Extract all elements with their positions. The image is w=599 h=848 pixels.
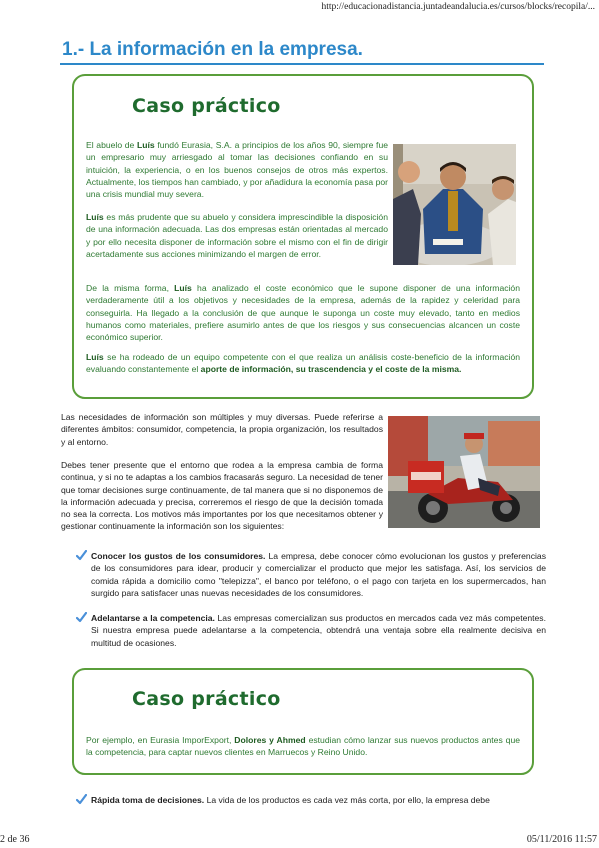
list-item-text: Adelantarse a la competencia. Las empresas comercializan sus productos en mercados cada vez más competentes. Si nuestra empresa puede adelantarse a la competencia, obtendrá una ventaja sobre ella realmente decisiva en multitud de ocasiones. [91,613,546,648]
page-url: http://educacionadistancia.juntadeandalucia.es/cursos/blocks/recopila/... [321,2,595,12]
check-icon [76,550,87,561]
caso1-paragraph-1: El abuelo de Luís fundó Eurasia, S.A. a principios de los años 90, siempre fue un empresario muy arriesgado al tomar las decisiones confiando en su intuición, la experiencia, o en los buenos consejos de otros más expertos. Actualmente, los tiempos han cambiado, y por añadidura la economía pasa por una crisis mundial muy severa. [86,140,388,200]
delivery-scooter-photo [388,416,540,528]
list-item [76,550,546,599]
print-date: 05/11/2016 11:57 [526,834,597,845]
check-icon [76,794,87,805]
caso-practico-box [72,668,534,775]
business-meeting-photo [393,144,516,265]
list-item-text: Rápida toma de decisiones. La vida de los productos es cada vez más corta, por ello, la empresa debe [91,795,490,805]
body-paragraph-2: Debes tener presente que el entorno que rodea a la empresa cambia de forma continua, y si no te adaptas a los cambios fracasarás seguro. La necesidad de tener que tomar decisiones surge continuamente, de tal manera que si no disponemos de la información adecuada y precisa, correremos el riesgo de que la decisión tomada no sea la correcta. Los motivos más importantes por los que necesitamos obtener y gestionar continuamente la información son los siguientes: [61,460,383,532]
list-item [76,794,546,806]
caso-practico-heading: Caso práctico [132,95,281,117]
caso1-paragraph-4: Luís se ha rodeado de un equipo competente con el que realiza un análisis coste-beneficio de la información evaluando constantemente el aporte de información, su trascendencia y el coste de la misma. [86,352,520,375]
list-item [76,612,546,649]
list-item-text: Conocer los gustos de los consumidores. La empresa, debe conocer cómo evolucionan los gustos y preferencias de los consumidores para idear, producir y comercializar el producto que mejor les satisfaga. Así, los servicios de comida rápida a domicilio como "telepizza", el banco por teléfono, o el pago con tarjeta en los supermercados, han surgido para satisfacer unas nuevas necesidades de los consumidores. [91,551,546,598]
page-number: 2 de 36 [0,834,30,845]
caso-practico-heading: Caso práctico [132,688,281,710]
body-paragraph-1: Las necesidades de información son múltiples y muy diversas. Puede referirse a diferentes ámbitos: consumidor, competencia, la propia organización, los resultados y al entorno. [61,412,383,447]
caso1-paragraph-3: De la misma forma, Luís ha analizado el coste económico que le supone disponer de una información verdaderamente útil a los objetivos y necesidades de la empresa, además de la rapidez y celeridad para conseguirla. Ha llegado a la conclusión de que aunque le suponga un coste muy elevado, tanto en medios humanos como materiales, prefiere asumirlo antes de que los riesgos y sus consecuencias alcancen un coste económico superior. [86,283,520,343]
check-icon [76,612,87,623]
title-rule [60,63,544,65]
caso1-paragraph-2: Luís es más prudente que su abuelo y considera imprescindible la disposición de una información adecuada. Las dos empresas están orientadas al mercado y por ello necesita disponer de información sobre el mismo con el fin de dirigir acertadamente sus acciones minimizando el margen de error. [86,212,388,259]
caso2-paragraph: Por ejemplo, en Eurasia ImporExport, Dolores y Ahmed estudian cómo lanzar sus nuevos productos antes que la competencia, para captar nuevos clientes en Marruecos y Reino Unido. [86,735,521,758]
page-title: 1.- La información en la empresa. [62,39,363,60]
